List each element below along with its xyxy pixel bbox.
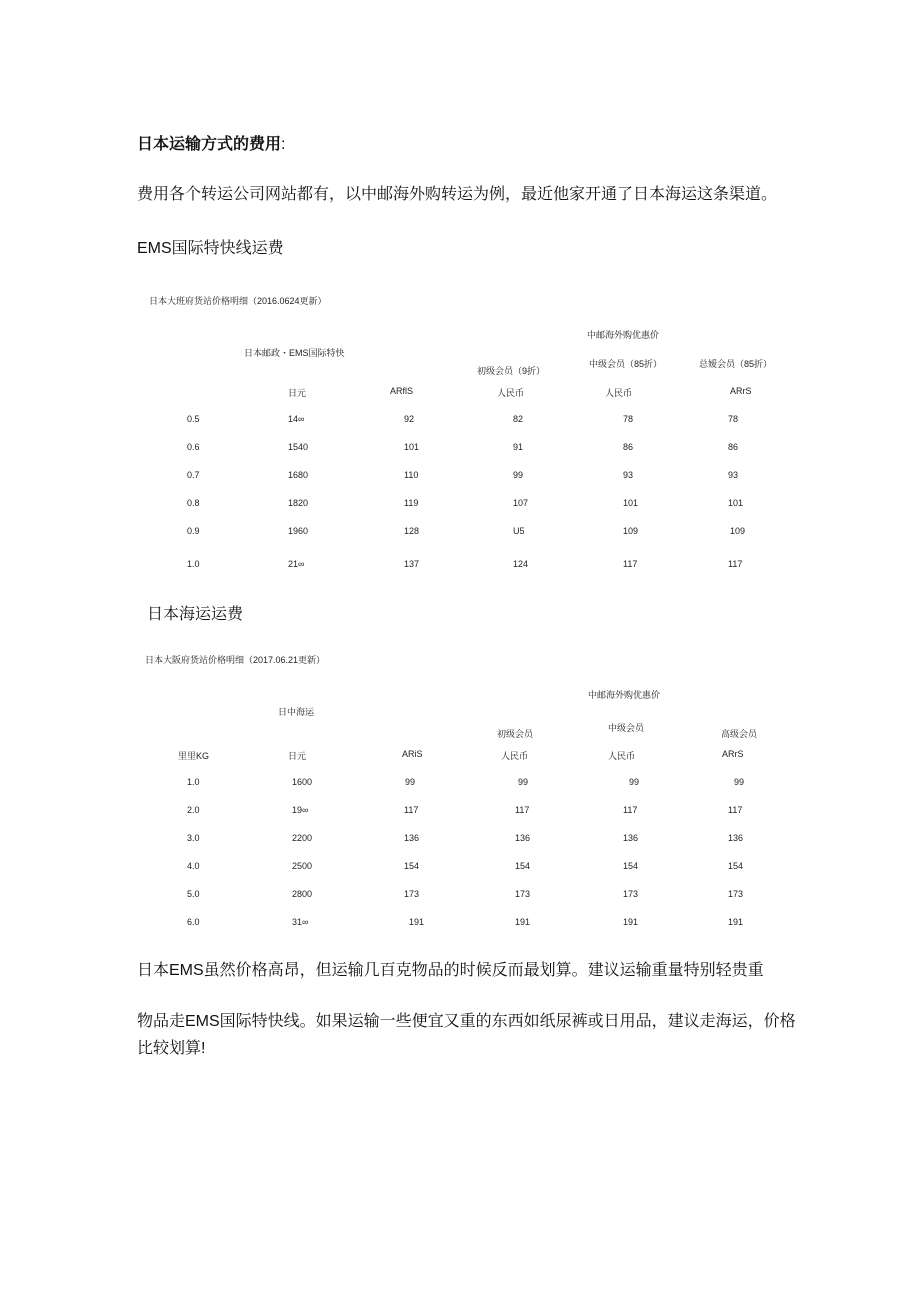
ems-weight: 0.9: [187, 526, 200, 536]
sea-weight: 4.0: [187, 861, 200, 871]
sea-rmb-list: 99: [405, 777, 416, 787]
ems-rmb-basic: 124: [513, 559, 529, 569]
ems-rmb-list: 101: [404, 442, 420, 452]
ems-jpy: 14∞: [288, 414, 305, 424]
sea-rmb-mid: 117: [623, 805, 638, 815]
sea-service-header: 日中海运: [278, 707, 315, 717]
sea-jpy: 31∞: [292, 917, 309, 927]
sea-rmb-top: 99: [734, 777, 745, 787]
ems-rmb-mid: 109: [623, 526, 639, 536]
ems-weight: 0.8: [187, 498, 200, 508]
ems-rmb-basic: 107: [513, 498, 529, 508]
sea-rmb-top: 117: [728, 805, 743, 815]
sea-rmb-top: 154: [728, 861, 744, 871]
sea-jpy: 2200: [292, 833, 313, 843]
ems-tier-header-mid: 中级会员（85折）: [589, 359, 663, 369]
ems-unit-header-jpy: 日元: [288, 388, 307, 398]
conclusion-line-1: 日本EMS虽然价格高昂，但运输几百克物品的时候反而最划算。建议运输重量特别轻贵重: [137, 962, 764, 979]
sea-section-title: 日本海运运费: [147, 606, 244, 623]
sea-rmb-mid: 99: [629, 777, 640, 787]
ems-jpy: 1960: [288, 526, 309, 536]
sea-rmb-mid: 136: [623, 833, 639, 843]
ems-rmb-list: 110: [404, 470, 419, 480]
sea-rmb-list: 117: [404, 805, 419, 815]
sea-rmb-basic: 99: [518, 777, 529, 787]
sea-rmb-basic: 136: [515, 833, 531, 843]
ems-rmb-mid: 93: [623, 470, 634, 480]
heading-colon: :: [281, 136, 286, 153]
sea-rmb-list: 173: [404, 889, 420, 899]
sea-jpy: 19∞: [292, 805, 309, 815]
sea-weight: 5.0: [187, 889, 200, 899]
sea-rmb-list: 136: [404, 833, 420, 843]
ems-jpy: 1820: [288, 498, 309, 508]
sea-tier-header-mid: 中级会员: [608, 723, 645, 733]
sea-tier-header-basic: 初级会员: [497, 729, 534, 739]
ems-rmb-list: 92: [404, 414, 415, 424]
ems-rmb-mid: 78: [623, 414, 634, 424]
ems-tier-header-top: 总嫒会员（85折）: [699, 359, 773, 369]
ems-rmb-top: 86: [728, 442, 739, 452]
ems-rmb-basic: 91: [513, 442, 524, 452]
sea-rmb-list: 154: [404, 861, 420, 871]
sea-rmb-list: 191: [409, 917, 425, 927]
ems-weight: 0.5: [187, 414, 200, 424]
ems-rmb-basic: 82: [513, 414, 524, 424]
heading-title: 日本运输方式的费用: [137, 136, 282, 153]
ems-weight: 0.7: [187, 470, 200, 480]
sea-jpy: 2500: [292, 861, 313, 871]
sea-weight: 3.0: [187, 833, 200, 843]
sea-rmb-top: 191: [728, 917, 744, 927]
ems-service-header: 日本邮政・EMS国际特快: [244, 348, 345, 358]
ems-table-caption: 日本大班府货站价格明细（2016.0624更新）: [149, 296, 327, 306]
ems-rmb-top: 101: [728, 498, 744, 508]
sea-rmb-top: 136: [728, 833, 744, 843]
ems-unit-header-rmb-basic: 人民币: [497, 388, 525, 398]
intro-paragraph: 费用各个转运公司网站都有，以中邮海外购转运为例，最近他家开通了日本海运这条渠道。: [137, 186, 778, 203]
sea-rmb-top: 173: [728, 889, 744, 899]
ems-jpy: 1680: [288, 470, 309, 480]
sea-jpy: 1600: [292, 777, 313, 787]
page-heading: [137, 131, 285, 154]
ems-rmb-top: 109: [730, 526, 746, 536]
ems-jpy: 1540: [288, 442, 309, 452]
sea-tier-header-top: 高级会员: [721, 729, 758, 739]
sea-table-caption: 日本大阪府货站价格明细（2017.06.21更新）: [145, 655, 326, 665]
sea-weight: 6.0: [187, 917, 200, 927]
sea-unit-header-weight: 里里KG: [178, 751, 210, 761]
sea-group-header: 中邮海外购优惠价: [588, 690, 661, 700]
ems-rmb-top: 78: [728, 414, 739, 424]
ems-rmb-list: 128: [404, 526, 420, 536]
sea-unit-header-rmb-mid: 人民币: [608, 751, 636, 761]
ems-rmb-top: 117: [728, 559, 743, 569]
sea-rmb-basic: 154: [515, 861, 531, 871]
conclusion-line-3: 比较划算!: [137, 1040, 206, 1057]
ems-jpy: 21∞: [288, 559, 305, 569]
ems-rmb-top: 93: [728, 470, 739, 480]
sea-weight: 2.0: [187, 805, 200, 815]
ems-unit-header-rmb-mid: 人民币: [605, 388, 633, 398]
ems-unit-header-rmb-top: ARrS: [730, 386, 752, 396]
ems-rmb-mid: 101: [623, 498, 639, 508]
sea-unit-header-rmb-basic: 人民币: [501, 751, 529, 761]
ems-section-title: EMS国际特快线运费: [137, 240, 284, 257]
ems-rmb-list: 119: [404, 498, 419, 508]
ems-rmb-basic: U5: [513, 526, 525, 536]
sea-rmb-basic: 117: [515, 805, 530, 815]
ems-rmb-list: 137: [404, 559, 420, 569]
ems-group-header: 中邮海外购优惠价: [587, 330, 660, 340]
ems-weight: 0.6: [187, 442, 200, 452]
sea-rmb-mid: 154: [623, 861, 639, 871]
ems-rmb-mid: 86: [623, 442, 634, 452]
ems-rmb-basic: 99: [513, 470, 524, 480]
sea-rmb-mid: 191: [623, 917, 639, 927]
ems-tier-header-basic: 初级会员（9折）: [477, 366, 546, 376]
sea-unit-header-jpy: 日元: [288, 751, 307, 761]
conclusion-line-2: 物品走EMS国际特快线。如果运输一些便宜又重的东西如纸尿裤或日用品，建议走海运，价格: [137, 1013, 796, 1030]
ems-weight: 1.0: [187, 559, 200, 569]
sea-unit-header-rmb-top: ARrS: [722, 749, 744, 759]
ems-rmb-mid: 117: [623, 559, 638, 569]
sea-jpy: 2800: [292, 889, 313, 899]
sea-unit-header-rmb-list: ARiS: [402, 749, 423, 759]
sea-rmb-basic: 173: [515, 889, 531, 899]
sea-rmb-basic: 191: [515, 917, 531, 927]
sea-rmb-mid: 173: [623, 889, 639, 899]
ems-unit-header-rmb-list: ARflS: [390, 386, 414, 396]
sea-weight: 1.0: [187, 777, 200, 787]
